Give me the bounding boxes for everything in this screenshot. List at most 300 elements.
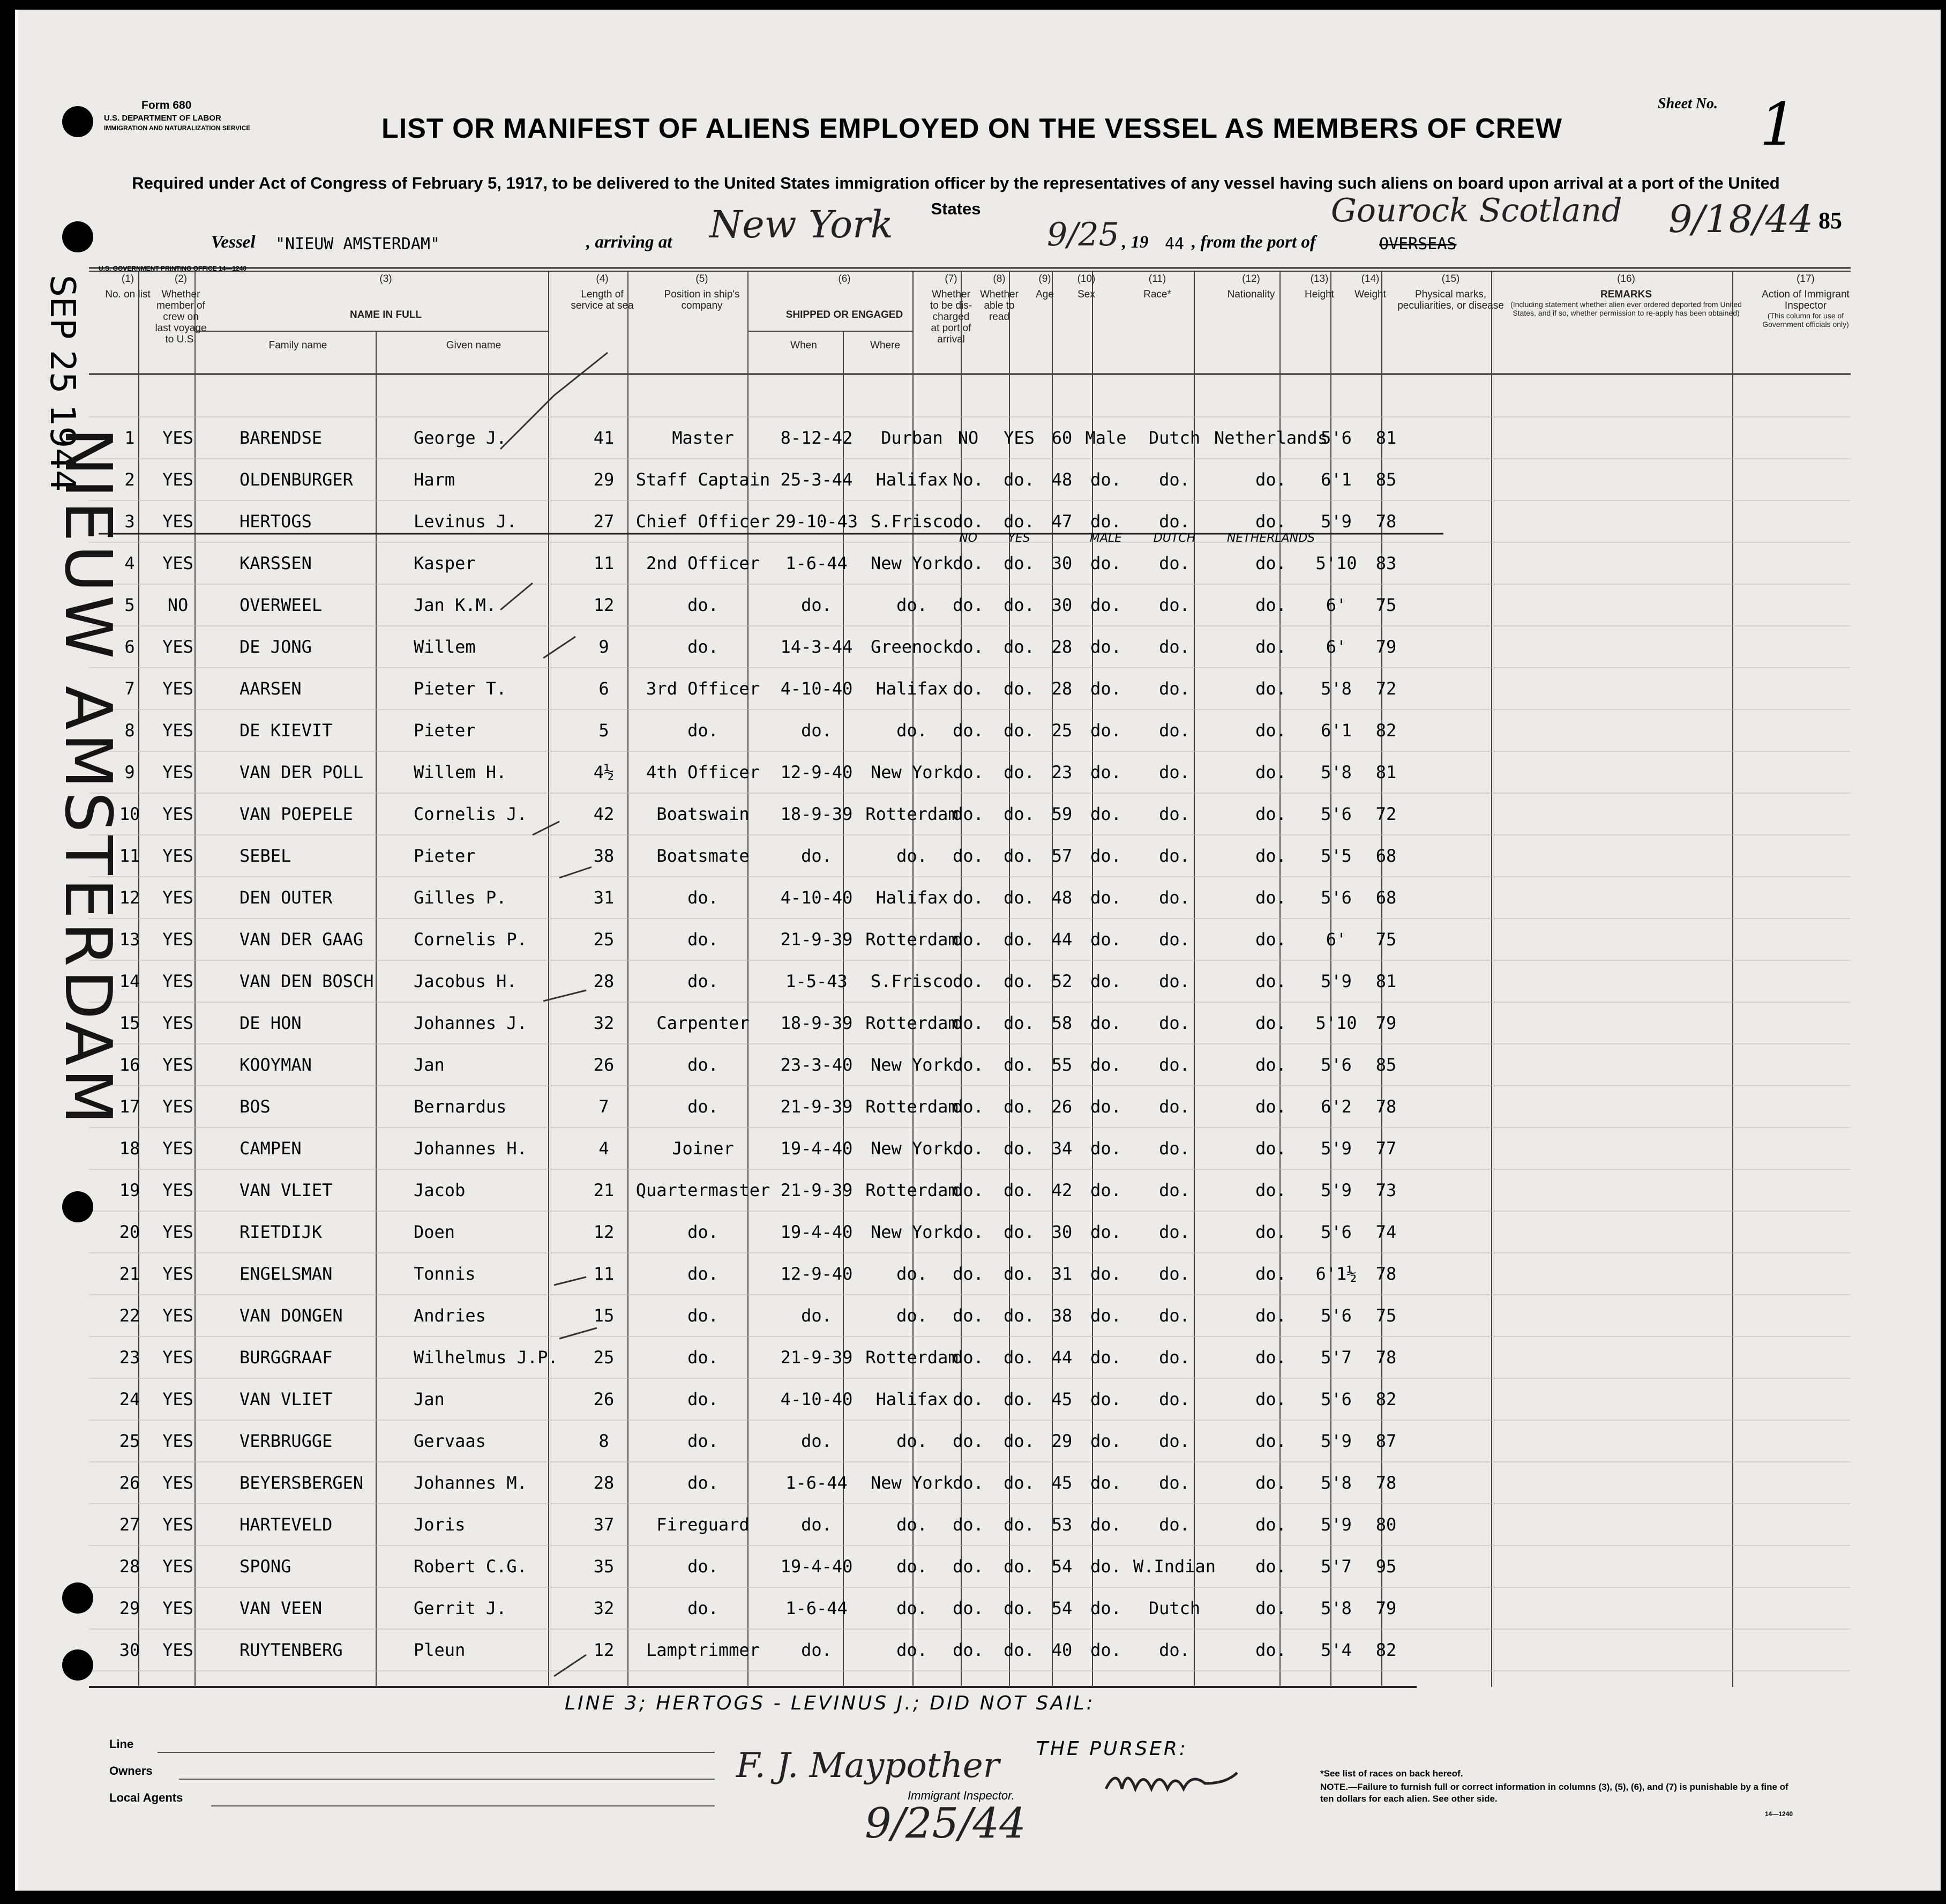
cell-nat: do. (1255, 1473, 1286, 1493)
cell-sex: do. (1090, 887, 1121, 908)
cell-where: Durban (881, 428, 943, 448)
cell-sex: do. (1090, 804, 1121, 824)
cell-race: do. (1159, 1473, 1190, 1493)
cell-family: RIETDIJK (239, 1222, 323, 1242)
cell-no: 24 (119, 1389, 140, 1409)
cell-weight: 82 (1375, 720, 1397, 741)
cell-when: do. (801, 720, 832, 741)
cell-nat: do. (1255, 1222, 1286, 1242)
cell-height: 5'4 (1321, 1640, 1352, 1660)
cell-race: do. (1159, 720, 1190, 741)
cell-disch: do. (953, 804, 984, 824)
arriving-port: New York (709, 203, 893, 247)
cell-age: 23 (1051, 762, 1073, 782)
cell-read: do. (1004, 720, 1035, 741)
column-header: (8) Whether able to read (980, 273, 1019, 323)
cell-given: Levinus J. (414, 511, 517, 532)
cell-family: VAN VLIET (239, 1180, 333, 1200)
cell-position: do. (687, 595, 718, 615)
cell-last: NO (167, 595, 189, 615)
cell-family: VAN DER POLL (239, 762, 364, 782)
purser-signature (1101, 1757, 1293, 1805)
page-title: LIST OR MANIFEST OF ALIENS EMPLOYED ON THE VESSEL AS MEMBERS OF CREW (381, 113, 1562, 144)
cell-sex: do. (1090, 1264, 1121, 1284)
cell-when: 8-12-42 (780, 428, 853, 448)
cell-last: YES (162, 720, 193, 741)
cell-where: Halifax (875, 678, 948, 699)
column-header: (10) Sex (1077, 273, 1096, 300)
year: 44 (1165, 235, 1185, 253)
cell-position: Carpenter (656, 1013, 750, 1033)
cell-when: 19-4-40 (780, 1556, 853, 1577)
cell-height: 5'9 (1321, 1180, 1352, 1200)
cell-service: 12 (593, 595, 615, 615)
cell-nat: do. (1255, 1389, 1286, 1409)
cell-disch: do. (953, 1640, 984, 1660)
column-header: (14) Weight (1354, 273, 1386, 300)
cell-weight: 83 (1375, 553, 1397, 573)
cell-service: 31 (593, 887, 615, 908)
cell-height: 5'10 (1315, 553, 1357, 573)
cell-read: do. (1004, 1598, 1035, 1618)
cell-family: ENGELSMAN (239, 1264, 333, 1284)
cell-read: do. (1004, 1514, 1035, 1535)
cell-height: 5'5 (1321, 846, 1352, 866)
cell-where: do. (896, 1640, 927, 1660)
cell-given: Robert C.G. (414, 1556, 527, 1577)
cell-no: 19 (119, 1180, 140, 1200)
cell-where: do. (896, 595, 927, 615)
cell-sex: do. (1090, 1389, 1121, 1409)
cell-position: do. (687, 1473, 718, 1493)
cell-given: Bernardus (414, 1096, 507, 1117)
cell-family: BURGGRAAF (239, 1347, 333, 1368)
cell-nat: do. (1255, 595, 1286, 615)
cell-disch: do. (953, 553, 984, 573)
column-header: (13) Height (1305, 273, 1334, 300)
cell-service: 25 (593, 1347, 615, 1368)
cell-family: BEYERSBERGEN (239, 1473, 364, 1493)
cell-family: VAN DEN BOSCH (239, 971, 374, 991)
cell-no: 30 (119, 1640, 140, 1660)
correction-race: DUTCH (1153, 532, 1196, 545)
cell-read: do. (1004, 1556, 1035, 1577)
cell-position: do. (687, 1096, 718, 1117)
cell-nat: do. (1255, 804, 1286, 824)
cell-family: RUYTENBERG (239, 1640, 343, 1660)
cell-family: OLDENBURGER (239, 469, 353, 490)
cell-height: 5'6 (1321, 1055, 1352, 1075)
cell-where: S.Frisco (870, 511, 954, 532)
cell-sex: do. (1090, 637, 1121, 657)
cell-disch: do. (953, 720, 984, 741)
cell-no: 7 (124, 678, 135, 699)
cell-no: 8 (124, 720, 135, 741)
cell-nat: do. (1255, 1305, 1286, 1326)
column-header: (9) Age (1036, 273, 1054, 300)
cell-race: do. (1159, 1138, 1190, 1159)
cell-last: YES (162, 678, 193, 699)
cell-sex: do. (1090, 846, 1121, 866)
handwritten-note: LINE 3; HERTOGS - LEVINUS J.; DID NOT SAIL: (565, 1692, 1095, 1714)
cell-age: 54 (1051, 1556, 1073, 1577)
cell-race: do. (1159, 511, 1190, 532)
cell-nat: do. (1255, 637, 1286, 657)
cell-height: 5'6 (1321, 428, 1352, 448)
cell-where: Rotterdam (865, 929, 959, 950)
cell-weight: 79 (1375, 1013, 1397, 1033)
cell-nat: Netherlands (1214, 428, 1328, 448)
cell-race: do. (1159, 469, 1190, 490)
cell-where: Rotterdam (865, 1096, 959, 1117)
cell-weight: 95 (1375, 1556, 1397, 1577)
cell-sex: do. (1090, 553, 1121, 573)
cell-last: YES (162, 887, 193, 908)
cell-position: do. (687, 1347, 718, 1368)
cell-service: 4 (598, 1138, 609, 1159)
cell-nat: do. (1255, 929, 1286, 950)
column-header: (17) Action of Immigrant Inspector (This column for use of Government officials only) (1762, 273, 1850, 328)
cell-last: YES (162, 846, 193, 866)
cell-where: Rotterdam (865, 1347, 959, 1368)
cell-where: New York (870, 762, 954, 782)
cell-race: do. (1159, 1055, 1190, 1075)
column-header: (16) REMARKS (Including statement whether alien ever ordered deported from United States, and if so, whether permission to re-apply has been obtained) (1510, 273, 1742, 317)
cell-where: New York (870, 1138, 954, 1159)
cell-race: do. (1159, 1264, 1190, 1284)
cell-race: do. (1159, 637, 1190, 657)
cell-race: Dutch (1148, 1598, 1201, 1618)
cell-when: do. (801, 595, 832, 615)
cell-no: 10 (119, 804, 140, 824)
cell-given: Jan (414, 1389, 445, 1409)
cell-when: 1-6-44 (785, 1598, 848, 1618)
cell-age: 25 (1051, 720, 1073, 741)
cell-when: 4-10-40 (780, 1389, 853, 1409)
cell-service: 6 (598, 678, 609, 699)
cell-position: do. (687, 971, 718, 991)
cell-service: 28 (593, 1473, 615, 1493)
cell-nat: do. (1255, 1096, 1286, 1117)
cell-nat: do. (1255, 469, 1286, 490)
cell-race: do. (1159, 595, 1190, 615)
cell-weight: 79 (1375, 1598, 1397, 1618)
cell-read: do. (1004, 511, 1035, 532)
cell-family: SEBEL (239, 846, 291, 866)
correction-disch: NO (959, 532, 977, 545)
cell-nat: do. (1255, 720, 1286, 741)
cell-service: 9 (598, 637, 609, 657)
cell-nat: do. (1255, 1640, 1286, 1660)
cell-nat: do. (1255, 762, 1286, 782)
cell-given: Johannes J. (414, 1013, 527, 1033)
cell-race: do. (1159, 971, 1190, 991)
cell-position: do. (687, 637, 718, 657)
cell-age: 44 (1051, 929, 1073, 950)
cell-where: do. (896, 1305, 927, 1326)
cell-family: BARENDSE (239, 428, 323, 448)
cell-read: do. (1004, 1180, 1035, 1200)
cell-disch: do. (953, 929, 984, 950)
cell-given: Joris (414, 1514, 466, 1535)
cell-service: 28 (593, 971, 615, 991)
cell-age: 52 (1051, 971, 1073, 991)
cell-position: Master (672, 428, 734, 448)
cell-last: YES (162, 1013, 193, 1033)
cell-given: Gervaas (414, 1431, 486, 1451)
cell-position: do. (687, 887, 718, 908)
cell-position: 3rd Officer (646, 678, 760, 699)
sheet-label: Sheet No. (1658, 95, 1718, 112)
from-label: , from the port of (1192, 233, 1316, 252)
cell-weight: 72 (1375, 804, 1397, 824)
cell-where: do. (896, 1598, 927, 1618)
cell-nat: do. (1255, 887, 1286, 908)
cell-height: 6'1 (1321, 720, 1352, 741)
cell-sex: Male (1085, 428, 1127, 448)
cell-when: 4-10-40 (780, 887, 853, 908)
cell-disch: do. (953, 1222, 984, 1242)
cell-nat: do. (1255, 1514, 1286, 1535)
cell-disch: do. (953, 887, 984, 908)
cell-family: KOOYMAN (239, 1055, 312, 1075)
cell-nat: do. (1255, 1431, 1286, 1451)
cell-given: Pieter (414, 720, 476, 741)
cell-read: do. (1004, 1305, 1035, 1326)
manifest-paper (15, 10, 1941, 1891)
cell-age: 57 (1051, 846, 1073, 866)
cell-service: 32 (593, 1013, 615, 1033)
cell-family: VAN DER GAAG (239, 929, 364, 950)
cell-where: S.Frisco (870, 971, 954, 991)
cell-no: 2 (124, 469, 135, 490)
cell-weight: 73 (1375, 1180, 1397, 1200)
cell-service: 11 (593, 1264, 615, 1284)
cell-disch: do. (953, 1180, 984, 1200)
cell-disch: do. (953, 1431, 984, 1451)
cell-age: 45 (1051, 1473, 1073, 1493)
cell-sex: do. (1090, 1598, 1121, 1618)
cell-sex: do. (1090, 1222, 1121, 1242)
cell-age: 30 (1051, 553, 1073, 573)
punch-hole (62, 221, 93, 252)
cell-no: 27 (119, 1514, 140, 1535)
cell-sex: do. (1090, 1556, 1121, 1577)
cell-when: 21-9-39 (780, 1180, 853, 1200)
cell-given: Tonnis (414, 1264, 476, 1284)
cell-no: 1 (124, 428, 135, 448)
cell-height: 6' (1326, 595, 1347, 615)
cell-height: 5'7 (1321, 1347, 1352, 1368)
cell-no: 11 (119, 846, 140, 866)
cell-family: OVERWEEL (239, 595, 323, 615)
cell-service: 42 (593, 804, 615, 824)
cell-disch: do. (953, 1055, 984, 1075)
cell-nat: do. (1255, 1055, 1286, 1075)
cell-race: Dutch (1148, 428, 1201, 448)
cell-last: YES (162, 1138, 193, 1159)
cell-age: 42 (1051, 1180, 1073, 1200)
cell-sex: do. (1090, 1138, 1121, 1159)
cell-age: 26 (1051, 1096, 1073, 1117)
cell-no: 28 (119, 1556, 140, 1577)
cell-read: do. (1004, 929, 1035, 950)
cell-sex: do. (1090, 1640, 1121, 1660)
cell-read: do. (1004, 846, 1035, 866)
cell-given: Johannes H. (414, 1138, 527, 1159)
line-label: Line (109, 1737, 134, 1751)
cell-given: Jan K.M. (414, 595, 497, 615)
cell-read: do. (1004, 1096, 1035, 1117)
cell-height: 5'6 (1321, 887, 1352, 908)
cell-disch: do. (953, 1138, 984, 1159)
cell-where: New York (870, 1222, 954, 1242)
cell-service: 25 (593, 929, 615, 950)
cell-last: YES (162, 1305, 193, 1326)
cell-last: YES (162, 1096, 193, 1117)
cell-no: 29 (119, 1598, 140, 1618)
cell-given: Cornelis J. (414, 804, 527, 824)
cell-nat: do. (1255, 1013, 1286, 1033)
cell-where: Halifax (875, 1389, 948, 1409)
cell-nat: do. (1255, 1556, 1286, 1577)
cell-service: 4½ (593, 762, 615, 782)
cell-given: Pieter (414, 846, 476, 866)
inspector-date: 9/25/44 (865, 1800, 1026, 1848)
cell-when: 21-9-39 (780, 929, 853, 950)
cell-no: 15 (119, 1013, 140, 1033)
cell-position: Boatsmate (656, 846, 750, 866)
cell-no: 26 (119, 1473, 140, 1493)
cell-read: do. (1004, 762, 1035, 782)
footer-note: NOTE.—Failure to furnish full or correct information in columns (3), (5), (6), and (7) is punishable by a fine of ten dollars for each alien. See other side. (1320, 1782, 1788, 1804)
cell-when: 21-9-39 (780, 1347, 853, 1368)
cell-weight: 85 (1375, 1055, 1397, 1075)
cell-where: do. (896, 846, 927, 866)
cell-read: do. (1004, 637, 1035, 657)
cell-given: Gerrit J. (414, 1598, 507, 1618)
arrival-date: 9/25 (1047, 216, 1119, 253)
cell-weight: 75 (1375, 929, 1397, 950)
cell-position: Lamptrimmer (646, 1640, 760, 1660)
cell-family: VAN VEEN (239, 1598, 323, 1618)
cell-disch: NO (957, 428, 979, 448)
column-header: (1) No. on list (105, 273, 151, 300)
cell-when: 1-5-43 (785, 971, 848, 991)
cell-where: Rotterdam (865, 1180, 959, 1200)
owners-label: Owners (109, 1764, 153, 1778)
cell-age: 48 (1051, 469, 1073, 490)
cell-age: 53 (1051, 1514, 1073, 1535)
cell-read: do. (1004, 469, 1035, 490)
printing-office: U.S. GOVERNMENT PRINTING OFFICE 14—1240 (99, 265, 247, 272)
cell-when: do. (801, 846, 832, 866)
date-stamp: SEP 25 1944 (42, 275, 82, 492)
cell-no: 6 (124, 637, 135, 657)
cell-disch: do. (953, 595, 984, 615)
cell-read: do. (1004, 887, 1035, 908)
cell-given: Willem (414, 637, 476, 657)
cell-height: 5'8 (1321, 1598, 1352, 1618)
cell-given: Jacob (414, 1180, 466, 1200)
cell-read: do. (1004, 971, 1035, 991)
cell-disch: do. (953, 1013, 984, 1033)
cell-last: YES (162, 1514, 193, 1535)
cell-disch: do. (953, 1305, 984, 1326)
cell-weight: 81 (1375, 971, 1397, 991)
cell-read: do. (1004, 1389, 1035, 1409)
cell-weight: 79 (1375, 637, 1397, 657)
cell-sex: do. (1090, 511, 1121, 532)
column-header: (12) Nationality (1227, 273, 1275, 300)
cell-age: 44 (1051, 1347, 1073, 1368)
cell-read: do. (1004, 678, 1035, 699)
cell-height: 5'6 (1321, 804, 1352, 824)
column-header: (6) SHIPPED OR ENGAGED When Where (785, 273, 903, 351)
cell-no: 18 (119, 1138, 140, 1159)
cell-when: do. (801, 1305, 832, 1326)
cell-position: Fireguard (656, 1514, 750, 1535)
cell-family: AARSEN (239, 678, 302, 699)
form-code: 14—1240 (1765, 1810, 1793, 1818)
cell-read: do. (1004, 1347, 1035, 1368)
agents-label: Local Agents (109, 1791, 183, 1804)
cell-given: Harm (414, 469, 455, 490)
cell-height: 5'10 (1315, 1013, 1357, 1033)
arriving-label: , arriving at (586, 233, 672, 252)
cell-height: 6'2 (1321, 1096, 1352, 1117)
cell-given: Kasper (414, 553, 476, 573)
cell-service: 15 (593, 1305, 615, 1326)
cell-disch: do. (953, 762, 984, 782)
cell-position: do. (687, 1431, 718, 1451)
cell-service: 41 (593, 428, 615, 448)
cell-race: do. (1159, 1640, 1190, 1660)
cell-family: HARTEVELD (239, 1514, 333, 1535)
cell-sex: do. (1090, 1013, 1121, 1033)
cell-age: 29 (1051, 1431, 1073, 1451)
cell-when: 18-9-39 (780, 1013, 853, 1033)
cell-sex: do. (1090, 929, 1121, 950)
cell-service: 21 (593, 1180, 615, 1200)
cell-race: do. (1159, 1096, 1190, 1117)
cell-race: do. (1159, 804, 1190, 824)
cell-race: do. (1159, 1305, 1190, 1326)
cell-where: do. (896, 1514, 927, 1535)
service: IMMIGRATION AND NATURALIZATION SERVICE (104, 124, 251, 132)
cell-given: Johannes M. (414, 1473, 527, 1493)
cell-height: 5'9 (1321, 1514, 1352, 1535)
punch-hole (62, 1191, 93, 1222)
cell-nat: do. (1255, 1180, 1286, 1200)
cell-when: 1-6-44 (785, 553, 848, 573)
cell-last: YES (162, 1264, 193, 1284)
cell-nat: do. (1255, 1264, 1286, 1284)
punch-hole (62, 1649, 93, 1681)
cell-last: YES (162, 637, 193, 657)
cell-no: 21 (119, 1264, 140, 1284)
cell-service: 12 (593, 1222, 615, 1242)
cell-weight: 78 (1375, 1473, 1397, 1493)
cell-where: do. (896, 720, 927, 741)
cell-position: Joiner (672, 1138, 734, 1159)
cell-weight: 78 (1375, 1264, 1397, 1284)
cell-no: 5 (124, 595, 135, 615)
race-note: *See list of races on back hereof. (1320, 1768, 1463, 1779)
cell-weight: 78 (1375, 511, 1397, 532)
cell-no: 9 (124, 762, 135, 782)
cell-read: do. (1004, 1431, 1035, 1451)
